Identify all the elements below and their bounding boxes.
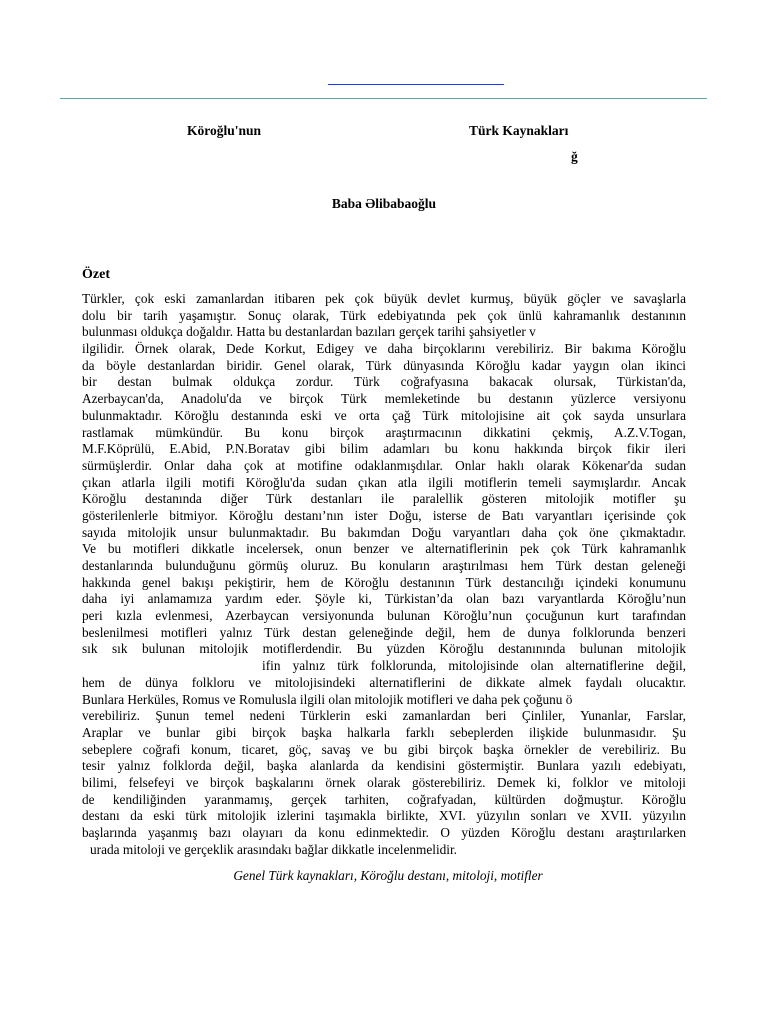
- abstract-line: de kendiliğinden yaranmamış, gerçek tarhiten, coğrafyadan, kültürden doğmuştur. Köroğlu: [82, 791, 686, 807]
- abstract-line: sık sık bulunan mitolojik motiflerdendir. Bu yüzden Köroğlu destanınında bulunan mitolojik: [82, 641, 686, 657]
- abstract-line: sürmüşlerdir. Onlar daha çok at motifine odaklanmışdılar. Onlar haklı olarak Kökenar'da sudan: [82, 457, 686, 473]
- title-right: Türk Kaynakları: [469, 123, 569, 138]
- abstract-line: Bunlara Herküles, Romus ve Romulusla ilgili olan mitolojik motifleri ve daha pek çoğunu ö: [82, 691, 573, 707]
- title-left: Köroğlu'nun: [187, 123, 262, 138]
- abstract-line: sebeplere coğrafi konum, ticaret, göç, savaş ve bu gibi birçok başka örnekler de verebiliriz. Bu: [82, 741, 686, 757]
- abstract-line: bulunmaktadır. Köroğlu destanında eski ve orta çağ Türk mitolojisine ait çok sayda unsurlara: [82, 407, 686, 423]
- abstract-line: başlarında yaşanmış bazı olayıarı da konu edinmektedir. O yüzden Köroğlu destanı araştırılarken: [82, 825, 686, 840]
- abstract-line: hem de dünya folkloru ve mitolojisindeki alternatiflerini de dikkate almek faydalı olucaktır.: [82, 674, 686, 690]
- title-stray-character: ğ: [571, 149, 578, 164]
- header-divider: [60, 98, 707, 99]
- abstract-line: M.F.Köprülü, E.Abid, P.N.Boratav gibi bilim adamları bu konu hakkında birçok fikir ileri: [82, 441, 686, 457]
- abstract-line: bulunması oldukça doğaldır. Hatta bu destanlardan bazıları gerçek tarihi şahsiyetler v: [82, 324, 536, 340]
- abstract-line: destanı da eski türk mitolojik izlerini taşımakla birlikte, XVI. yüzyılın sonları ve XVII. yüzyılın: [82, 808, 686, 824]
- abstract-line: Türkler, çok eski zamanlardan itibaren pek çok büyük devlet kurmuş, büyük göçler ve savaşlarla: [82, 291, 686, 306]
- abstract-line: tesir yalnız folklorda değil, başka alanlarda da kendisini göstermiştir. Bunlara yazılı edebiyatı,: [82, 758, 686, 774]
- abstract-line: bir destan bulmak oldukça zordur. Türk coğrafyasına bakacak olursak, Türkistan'da,: [82, 374, 686, 390]
- keywords: Genel Türk kaynakları, Köroğlu destanı, mitoloji, motifler: [233, 868, 543, 883]
- abstract-line: Araplar ve bunlar gibi birçok başka halkarla farklı sebeplerden ilişkide bulunmasıdır. Şu: [82, 724, 686, 740]
- abstract-line: Azerbaycan'da, Anadolu'da ve birçok Türk memleketinde bu destanın yüzlerce versiyonu: [82, 391, 686, 407]
- abstract-line: Ve bu motifleri dikkatle incelersek, onun benzer ve alternatiflerinin pek çok Türk kahramanlık: [82, 541, 686, 557]
- abstract-line: urada mitoloji ve gerçeklik arasındakı bağlar dikkatle incelenmelidir.: [90, 841, 458, 857]
- abstract-line: sayıda mitolojik unsur bulunmaktadır. Bu bakımdan Doğu varyantları daha çok öne çıkmaktadır.: [82, 524, 686, 540]
- abstract-heading: Özet: [82, 267, 110, 282]
- abstract-line: da böyle destanlardan biridir. Genel olarak, Türk dünyasında Köroğlu kadar yaygın olan ikinci: [82, 357, 686, 373]
- abstract-line: gösterilenlerle bitmiyor. Köroğlu destanı’nın ister Doğu, isterse de Batı varyantları içerisinde çok: [82, 507, 686, 523]
- abstract-line: hakkında genel bakışı pekiştirir, hem de Köroğlu destanının Türk destancılığı içindeki konumunu: [82, 574, 686, 590]
- abstract-line: bilimi, felsefeyi ve birçok başkalarını örnek olarak gösterebiliriz. Demek ki, folklor ve mitoloji: [82, 774, 686, 790]
- header-link[interactable]: [328, 84, 504, 85]
- abstract-line: verebiliriz. Şunun temel nedeni Türklerin eski zamanlardan beri Çinliler, Yunanlar, Farslar,: [82, 708, 686, 724]
- abstract-line: daha iyi anlamamıza yardım eder. Şöyle ki, Türkistan’da olan bazı varyantlarda Köroğlu’nun: [82, 591, 686, 607]
- abstract-line: çıkan atlarla ilgili motifi Köroğlu'da sudan çıkan atla ilgili motiflerin temeli saymışlardır. Ancak: [82, 474, 686, 490]
- abstract-line: ilgilidir. Örnek olarak, Dede Korkut, Edigey ve daha birçoklarını verebiliriz. Bir bakıma Köroğlu: [82, 341, 686, 357]
- abstract-line: beslenilmesi motifleri yalnız Türk destan geleneğinde değil, hem de dunya folklorunda benzeri: [82, 624, 686, 640]
- author-name: Baba Əlibabaoğlu: [331, 196, 437, 211]
- abstract-line: peri kızla evlenmesi, Azerbaycan versiyonunda bulunan Köroğlu’nun çocuğunun kurt tarafından: [82, 608, 686, 624]
- abstract-body: [82, 291, 686, 858]
- abstract-line: ifin yalnız türk folklorunda, mitolojisinde olan alternatiflerine değil,: [262, 658, 686, 674]
- abstract-line: destanlarında bulunduğunu görmüş oluruz. Bu konuların araştırılması hem Türk destan geleneği: [82, 558, 686, 573]
- abstract-line: Köroğlu destanında diğer Türk destanları ile paralellik gösteren mitolojik motifler şu: [82, 491, 686, 507]
- abstract-line: rastlamak mümkündür. Bu konu birçok araştırmacının dikkatini çekmiş, A.Z.V.Togan,: [82, 424, 686, 440]
- abstract-line: dolu bir tarih yaşamıştır. Sonuç olarak, Türk edebiyatında pek çok ünlü kahramanlık destanının: [82, 307, 686, 323]
